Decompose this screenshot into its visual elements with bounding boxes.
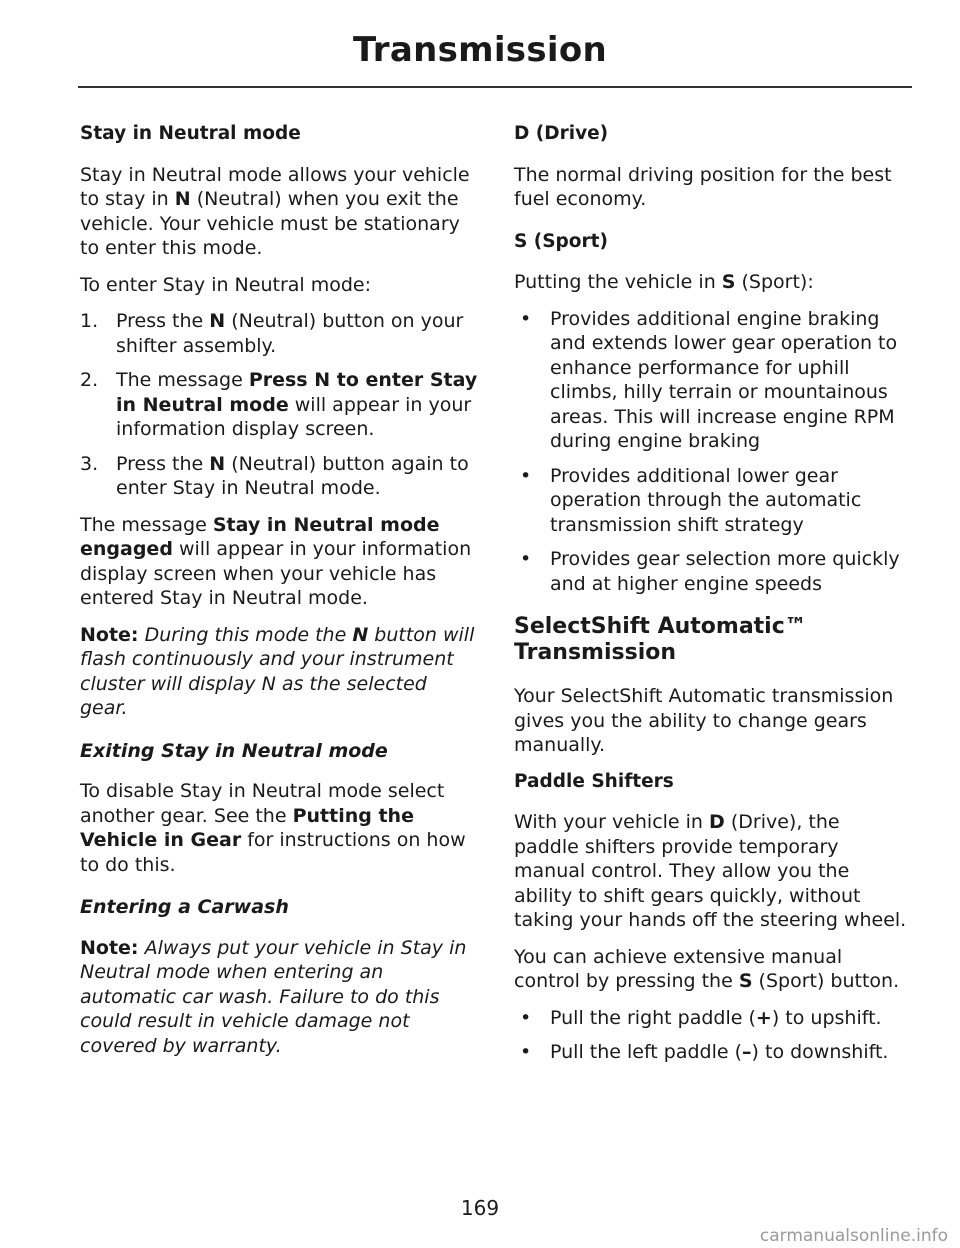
text: Putting the vehicle in xyxy=(514,271,722,293)
paragraph-enter: To enter Stay in Neutral mode: xyxy=(80,273,372,296)
text: will appear in your information display screen. xyxy=(116,393,472,440)
paddle-bullets xyxy=(514,1006,910,1065)
section-heading-sport: S (Sport) xyxy=(514,230,608,252)
bold-gear-n: N xyxy=(174,188,191,210)
text: (Neutral) when you exit the vehicle. Your vehicle must be stationary to enter this mode. xyxy=(80,188,460,259)
text: (Drive), the paddle shifters provide temporary manual control. They allow you the ability to shift gears quickly, without taking your hands off the steering wheel. xyxy=(514,811,907,931)
paragraph-drive: The normal driving position for the best fuel economy. xyxy=(514,163,892,210)
text: Provides additional engine braking and extends lower gear operation to enhance performance for uphill climbs, hilly terrain or mountainous areas. This will increase engine RPM during engine braking xyxy=(550,307,898,452)
bullet-icon: • xyxy=(520,464,532,487)
right-column xyxy=(514,122,910,1077)
text: (Sport): xyxy=(735,271,814,293)
list-item xyxy=(80,309,480,358)
bullet-icon: • xyxy=(520,1041,532,1063)
paragraph-paddle xyxy=(514,810,910,933)
step-number: 1. xyxy=(80,310,99,332)
bold-text: Stay in Neutral mode engaged xyxy=(80,513,440,560)
list-item xyxy=(80,452,480,501)
bold-text: N xyxy=(209,452,226,475)
paragraph-sport xyxy=(514,270,910,295)
page-title: Transmission xyxy=(353,30,607,70)
text: During this mode the xyxy=(138,623,353,646)
header-rule xyxy=(78,86,912,88)
list-item xyxy=(514,547,910,596)
step-number: 3. xyxy=(80,452,99,475)
section-heading-paddle-shifters: Paddle Shifters xyxy=(514,770,674,792)
text: (Neutral) button on your shifter assembly. xyxy=(116,310,464,357)
bullet-icon: • xyxy=(520,1006,532,1029)
text: Pull the right paddle ( xyxy=(550,1006,756,1029)
section-heading-exiting: Exiting Stay in Neutral mode xyxy=(80,739,388,762)
text: (Neutral) button again to enter Stay in Neutral mode. xyxy=(116,452,469,499)
text: ) to upshift. xyxy=(771,1006,882,1029)
text: You can achieve extensive manual control by pressing the xyxy=(514,945,843,992)
text: Press the xyxy=(116,310,210,332)
section-heading-stay-in-neutral: Stay in Neutral mode xyxy=(80,123,301,144)
text: button will flash continuously and your instrument cluster will display N as the selected gear. xyxy=(80,623,475,719)
sport-bullets xyxy=(514,307,910,597)
plus-icon: + xyxy=(755,1006,772,1029)
bold-gear-d: D xyxy=(709,811,725,833)
text: will appear in your information display screen when your vehicle has entered Stay in Neutral mode. xyxy=(80,538,472,609)
watermark: carmanualsonline.info xyxy=(759,1226,948,1246)
list-item xyxy=(514,1006,910,1031)
minus-icon: – xyxy=(742,1041,752,1063)
paragraph-manual xyxy=(514,945,910,994)
list-item xyxy=(80,368,480,442)
left-column xyxy=(80,122,480,1070)
bold-gear-s: S xyxy=(738,970,753,992)
cross-reference: Putting the Vehicle in Gear xyxy=(80,804,414,851)
text: Stay in Neutral mode allows your vehicle to stay in xyxy=(80,163,470,210)
section-heading-drive: D (Drive) xyxy=(514,123,609,144)
text: Provides additional lower gear operation through the automatic transmission shift strategy xyxy=(550,464,862,536)
note-carwash xyxy=(80,936,480,1059)
bold-gear-s: S xyxy=(721,271,736,293)
text: The message xyxy=(116,369,249,391)
bold-text: Press N to enter Stay in Neutral mode xyxy=(116,369,478,416)
text: Press the xyxy=(116,452,210,475)
list-item xyxy=(514,464,910,538)
bullet-icon: • xyxy=(520,548,532,570)
paragraph-exit xyxy=(80,779,480,877)
section-heading-carwash: Entering a Carwash xyxy=(80,896,289,918)
text: ) to downshift. xyxy=(751,1041,889,1063)
note-flash xyxy=(80,623,480,721)
bold-text: N xyxy=(209,310,226,332)
text: To disable Stay in Neutral mode select another gear. See the xyxy=(80,780,445,827)
step-number: 2. xyxy=(80,369,99,391)
paragraph-selectshift: Your SelectShift Automatic transmission gives you the ability to change gears manually. xyxy=(514,685,894,756)
text: With your vehicle in xyxy=(514,811,710,833)
text: Provides gear selection more quickly and at higher engine speeds xyxy=(550,548,900,595)
text: The message xyxy=(80,513,213,536)
paragraph-stay-intro xyxy=(80,163,480,261)
page-number: 169 xyxy=(460,1196,500,1220)
list-item xyxy=(514,1040,910,1065)
text: for instructions on how to do this. xyxy=(80,829,466,876)
section-heading-selectshift: SelectShift Automatic™ Transmission xyxy=(514,614,807,665)
note-label: Note: xyxy=(80,936,139,959)
text: Pull the left paddle ( xyxy=(550,1041,743,1063)
steps-list xyxy=(80,309,480,501)
bullet-icon: • xyxy=(520,307,532,330)
paragraph-message-engaged xyxy=(80,513,480,611)
bold-text: N xyxy=(352,623,369,646)
text: (Sport) button. xyxy=(752,970,900,992)
note-label: Note: xyxy=(80,623,139,646)
list-item xyxy=(514,307,910,454)
text: Always put your vehicle in Stay in Neutral mode when entering an automatic car wash. Failure to do this could result in vehicle damage not covered by warranty. xyxy=(80,936,467,1057)
